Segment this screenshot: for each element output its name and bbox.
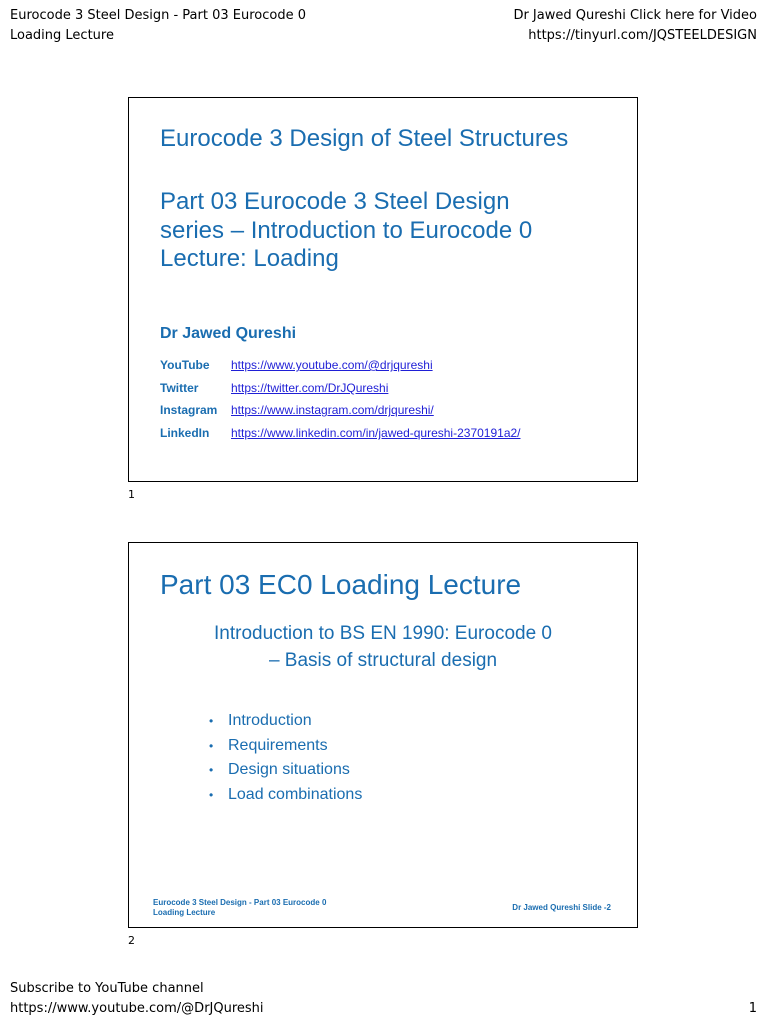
instagram-link[interactable]: https://www.instagram.com/drjqureshi/ — [231, 403, 434, 418]
page-number: 1 — [748, 1001, 757, 1016]
list-item — [207, 783, 362, 808]
social-link-label: Instagram — [160, 403, 218, 418]
slide-number: 1 — [128, 488, 135, 501]
page-header-left — [10, 6, 306, 46]
slide-1-subtitle-line: series – Introduction to Eurocode 0 — [160, 216, 533, 244]
footer-channel-url[interactable]: https://www.youtube.com/@DrJQureshi — [10, 1001, 264, 1016]
slide-2-subtitle-line: Introduction to BS EN 1990: Eurocode 0 — [214, 623, 552, 644]
youtube-link[interactable]: https://www.youtube.com/@drjqureshi — [231, 358, 433, 372]
bullet-icon: • — [209, 738, 214, 753]
header-doc-subtitle: Loading Lecture — [10, 28, 114, 43]
slide-2-subtitle — [129, 620, 637, 674]
list-item-text: Load combinations — [228, 785, 363, 803]
list-item — [207, 758, 362, 783]
twitter-link[interactable]: https://twitter.com/DrJQureshi — [231, 380, 389, 395]
page-header-right — [513, 6, 757, 46]
social-link-label: Twitter — [160, 380, 199, 395]
list-item — [207, 734, 362, 759]
slide-2-subtitle-line: – Basis of structural design — [268, 650, 498, 671]
header-video-url[interactable]: https://tinyurl.com/JQSTEELDESIGN — [528, 28, 757, 43]
slide-number: 2 — [128, 934, 135, 947]
slide-1-subtitle-line: Lecture: Loading — [160, 245, 339, 272]
page-footer-left — [10, 979, 264, 1019]
footer-subscribe-text: Subscribe to YouTube channel — [10, 981, 204, 996]
slide-2-footer-right: Dr Jawed Qureshi Slide -2 — [512, 903, 611, 912]
slide-1 — [128, 97, 638, 482]
slide-2 — [128, 542, 638, 928]
list-item-text: Design situations — [228, 761, 350, 778]
list-item — [207, 709, 362, 734]
list-item-text: Introduction — [228, 712, 312, 729]
slide-footer-line: Loading Lecture — [153, 908, 216, 917]
slide-footer-line: Eurocode 3 Steel Design - Part 03 Eurocode 0 — [153, 898, 327, 907]
header-doc-title: Eurocode 3 Steel Design - Part 03 Eurocode 0 — [10, 8, 306, 23]
bullet-icon: • — [209, 714, 214, 728]
linkedin-link[interactable]: https://www.linkedin.com/in/jawed-qureshi-2370191a2/ — [231, 426, 521, 441]
header-video-link-text[interactable]: Dr Jawed Qureshi Click here for Video — [513, 8, 757, 23]
social-link-label: LinkedIn — [160, 426, 210, 441]
slide-2-footer-left — [153, 898, 326, 918]
bullet-list — [207, 709, 362, 807]
bullet-icon: • — [209, 763, 214, 777]
slide-1-subtitle — [160, 188, 532, 274]
bullet-icon: • — [209, 787, 214, 802]
list-item-text: Requirements — [228, 736, 328, 754]
slide-1-subtitle-line: Part 03 Eurocode 3 Steel Design — [160, 188, 510, 215]
slide-2-title: Part 03 EC0 Loading Lecture — [160, 569, 522, 600]
social-link-label: YouTube — [160, 358, 210, 372]
slide-1-title: Eurocode 3 Design of Steel Structures — [160, 125, 569, 152]
slide-1-author: Dr Jawed Qureshi — [160, 325, 297, 342]
